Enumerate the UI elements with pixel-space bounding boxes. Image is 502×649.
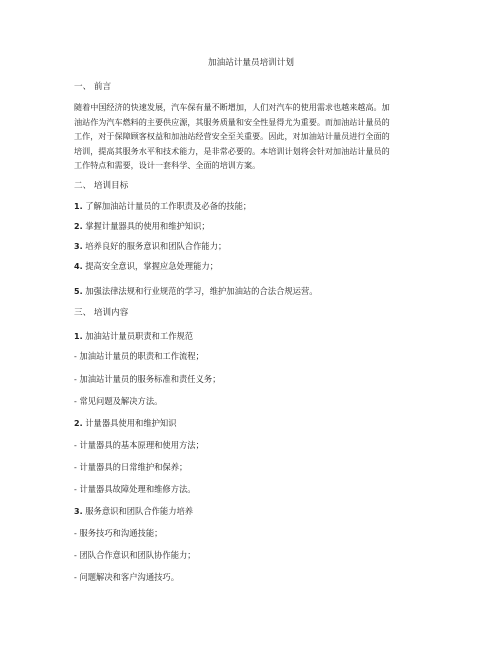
content-text: - 计量器具的日常维护和保养；: [74, 462, 188, 472]
content-text: - 团队合作意识和团队协作能力；: [74, 550, 196, 560]
goal-item: [74, 285, 318, 298]
content-text: - 加油站计量员的职责和工作流程；: [74, 351, 204, 361]
content-number: 1.: [74, 332, 83, 341]
content-line: [74, 505, 193, 518]
paragraph-line: 随着中国经济的快速发展，汽车保有量不断增加，人们对汽车的使用需求也越来越高。加: [74, 102, 390, 112]
content-number: 2.: [74, 419, 83, 428]
content-line: [74, 483, 196, 495]
content-line: [74, 350, 204, 362]
goal-item: [74, 240, 226, 253]
goal-text: 培养良好的服务意识和团队合作能力；: [82, 241, 227, 251]
content-line: [74, 373, 221, 385]
goal-text: 掌握计量器具的使用和维护知识；: [82, 221, 210, 231]
content-text: 服务意识和团队合作能力培养: [82, 506, 194, 516]
content-text: - 常见问题及解决方法。: [74, 396, 163, 406]
content-line: [74, 395, 162, 407]
content-line: [74, 417, 177, 430]
content-text: - 计量器具故障处理和维修方法。: [74, 484, 196, 494]
goal-text: 加强法律法规和行业规范的学习，维护加油站的合法合规运营。: [82, 286, 318, 296]
section-heading-content: 三、 培训内容: [74, 308, 129, 318]
goal-item: [74, 260, 218, 273]
paragraph-line: 工作特点和需要，设计一套科学、全面的培训方案。: [74, 160, 261, 171]
content-line: [74, 527, 162, 539]
goal-number: 3.: [74, 242, 83, 251]
content-line: [74, 549, 196, 561]
content-line: [74, 461, 187, 473]
goal-number: 2.: [74, 222, 83, 231]
content-line: [74, 571, 179, 583]
content-text: - 服务技巧和沟通技能；: [74, 528, 163, 538]
section-heading-goals: 二、 培训目标: [74, 181, 129, 191]
paragraph-line: 油站作为汽车燃料的主要供应源，其服务质量和安全性显得尤为重要。而加油站计量员的: [74, 116, 390, 127]
content-text: - 加油站计量员的服务标准和责任义务；: [74, 374, 221, 384]
content-line: [74, 330, 193, 343]
content-text: 计量器具使用和维护知识: [82, 418, 177, 428]
goal-text: 提高安全意识，掌握应急处理能力；: [82, 261, 218, 271]
goal-item: [74, 220, 210, 233]
goal-item: [74, 200, 251, 213]
paragraph-line: 工作，对于保障顾客权益和加油站经营安全至关重要。因此，对加油站计量员进行全面的: [74, 131, 390, 142]
content-line: [74, 439, 204, 451]
preface-paragraph: [74, 100, 430, 173]
goal-number: 4.: [74, 262, 83, 271]
paragraph-line: 培训，提高其服务水平和技术能力，是非常必要的。本培训计划将会针对加油站计量员的: [74, 145, 390, 156]
content-text: 加油站计量员职责和工作规范: [82, 331, 194, 341]
content-number: 3.: [74, 507, 83, 516]
section-heading-preface: 一、 前言: [74, 82, 112, 92]
content-text: - 问题解决和客户沟通技巧。: [74, 572, 180, 582]
goal-text: 了解加油站计量员的工作职责及必备的技能；: [82, 201, 252, 211]
goal-number: 1.: [74, 202, 83, 211]
document-title: 加油站计量员培训计划: [208, 58, 294, 68]
goal-number: 5.: [74, 287, 83, 296]
content-text: - 计量器具的基本原理和使用方法；: [74, 440, 204, 450]
